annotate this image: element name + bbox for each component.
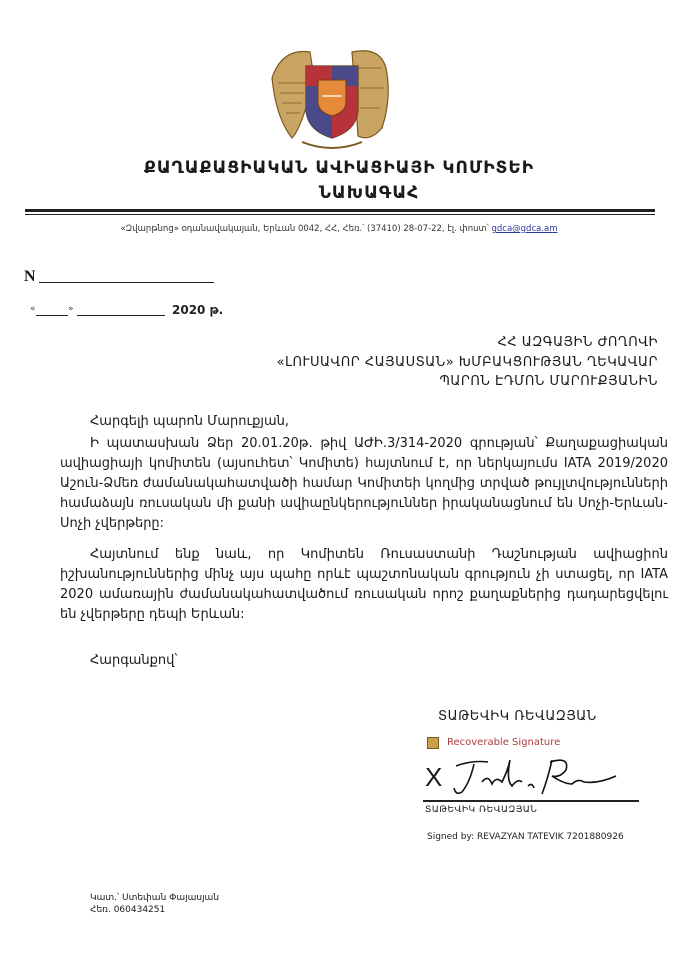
date-quote-close: » [68,304,74,314]
greeting: Հարգելի պարոն Մարուքյան, [90,414,289,429]
date-day-blank [36,315,68,316]
date-month-blank [77,315,165,316]
signatory-name-under-line: ՏԱԹԵՎԻԿ ՌԵՎԱԶՅԱՆ [425,805,538,815]
header-rule-thin [25,214,655,215]
executor-phone: Հեռ. 060434251 [90,905,166,915]
signature-x-mark: X [425,762,443,792]
letter-paragraph-1: Ի պատասխան Ձեր 20.01.20թ. թիվ ԱԺԻ.3/314-2020 գրության՝ Քաղաքացիական ավիացիայի կոմիտեն (այսուհետ՝ Կոմիտե) հայտնում է, որ ներկայումս IATA 2019/2020 Աշուն-Ձմեռ ժամանակահատվածի համար Կոմիտեի կողմից տրված թույլտվությունների համաձայն ռուսական մի քանի ավիաընկերություններ իրականացնում են Սոչի-Երևան-Սոչի չվերթերը: [60,436,668,531]
recipient-line-3: ՊԱՐՈՆ ԷԴՄՈՆ ՄԱՐՈՒՔՅԱՆԻՆ [439,374,658,389]
address-text: «Զվարթնոց» օդանավակայան, Երևան 0042, ՀՀ, Հեռ.՝ (37410) 28-07-22, էլ. փոստ՝ [120,224,489,234]
date-year: 2020 թ. [172,303,224,317]
date-quote-open: « [30,304,36,314]
signature-icon [427,737,439,749]
shield [306,66,358,138]
header-rule-thick [25,209,655,212]
organization-subtitle: ՆԱԽԱԳԱՀ [318,183,420,203]
base-ornament [302,142,362,148]
email-link[interactable]: gdca@gdca.am [491,224,558,234]
organization-title: ՔԱՂԱՔԱՑԻԱԿԱՆ ԱՎԻԱՑԻԱՅԻ ԿՈՄԻՏԵԻ [143,158,535,178]
letter-paragraph-2: Հայտնում ենք նաև, որ Կոմիտեն Ռուսաստանի Դաշնության ավիացիոն իշխանություններից մինչ այս պահը որևէ պաշտոնական գրություն չի ստացել, որ IATA 2020 ամառային ժամանակահատվածում ռուսական որոշ քաղաքներից դադարեցվելու են չվերթերը դեպի Երևան: [60,547,668,622]
signature-label: Recoverable Signature [447,737,561,748]
executor-name: Կատ.՝ Ստեփան Փայասյան [90,893,220,903]
handwritten-signature [448,752,618,800]
closing: Հարգանքով՝ [90,653,178,668]
signatory-name: ՏԱԹԵՎԻԿ ՌԵՎԱԶՅԱՆ [438,709,597,724]
signature-line [423,800,639,802]
address-line [0,224,678,234]
recipient-line-2: «ԼՈՒՍԱՎՈՐ ՀԱՅԱՍՏԱՆ» ԽՄԲԱԿՑՈՒԹՅԱՆ ՂԵԿԱՎԱՐ [276,355,658,370]
reference-number-label: N [24,268,36,285]
signed-by-text: Signed by: REVAZYAN TATEVIK 7201880926 [427,832,624,842]
coat-of-arms-emblem [262,38,402,156]
recipient-line-1: ՀՀ ԱԶԳԱՅԻՆ ԺՈՂՈՎԻ [497,335,658,350]
reference-number-blank [39,282,214,283]
